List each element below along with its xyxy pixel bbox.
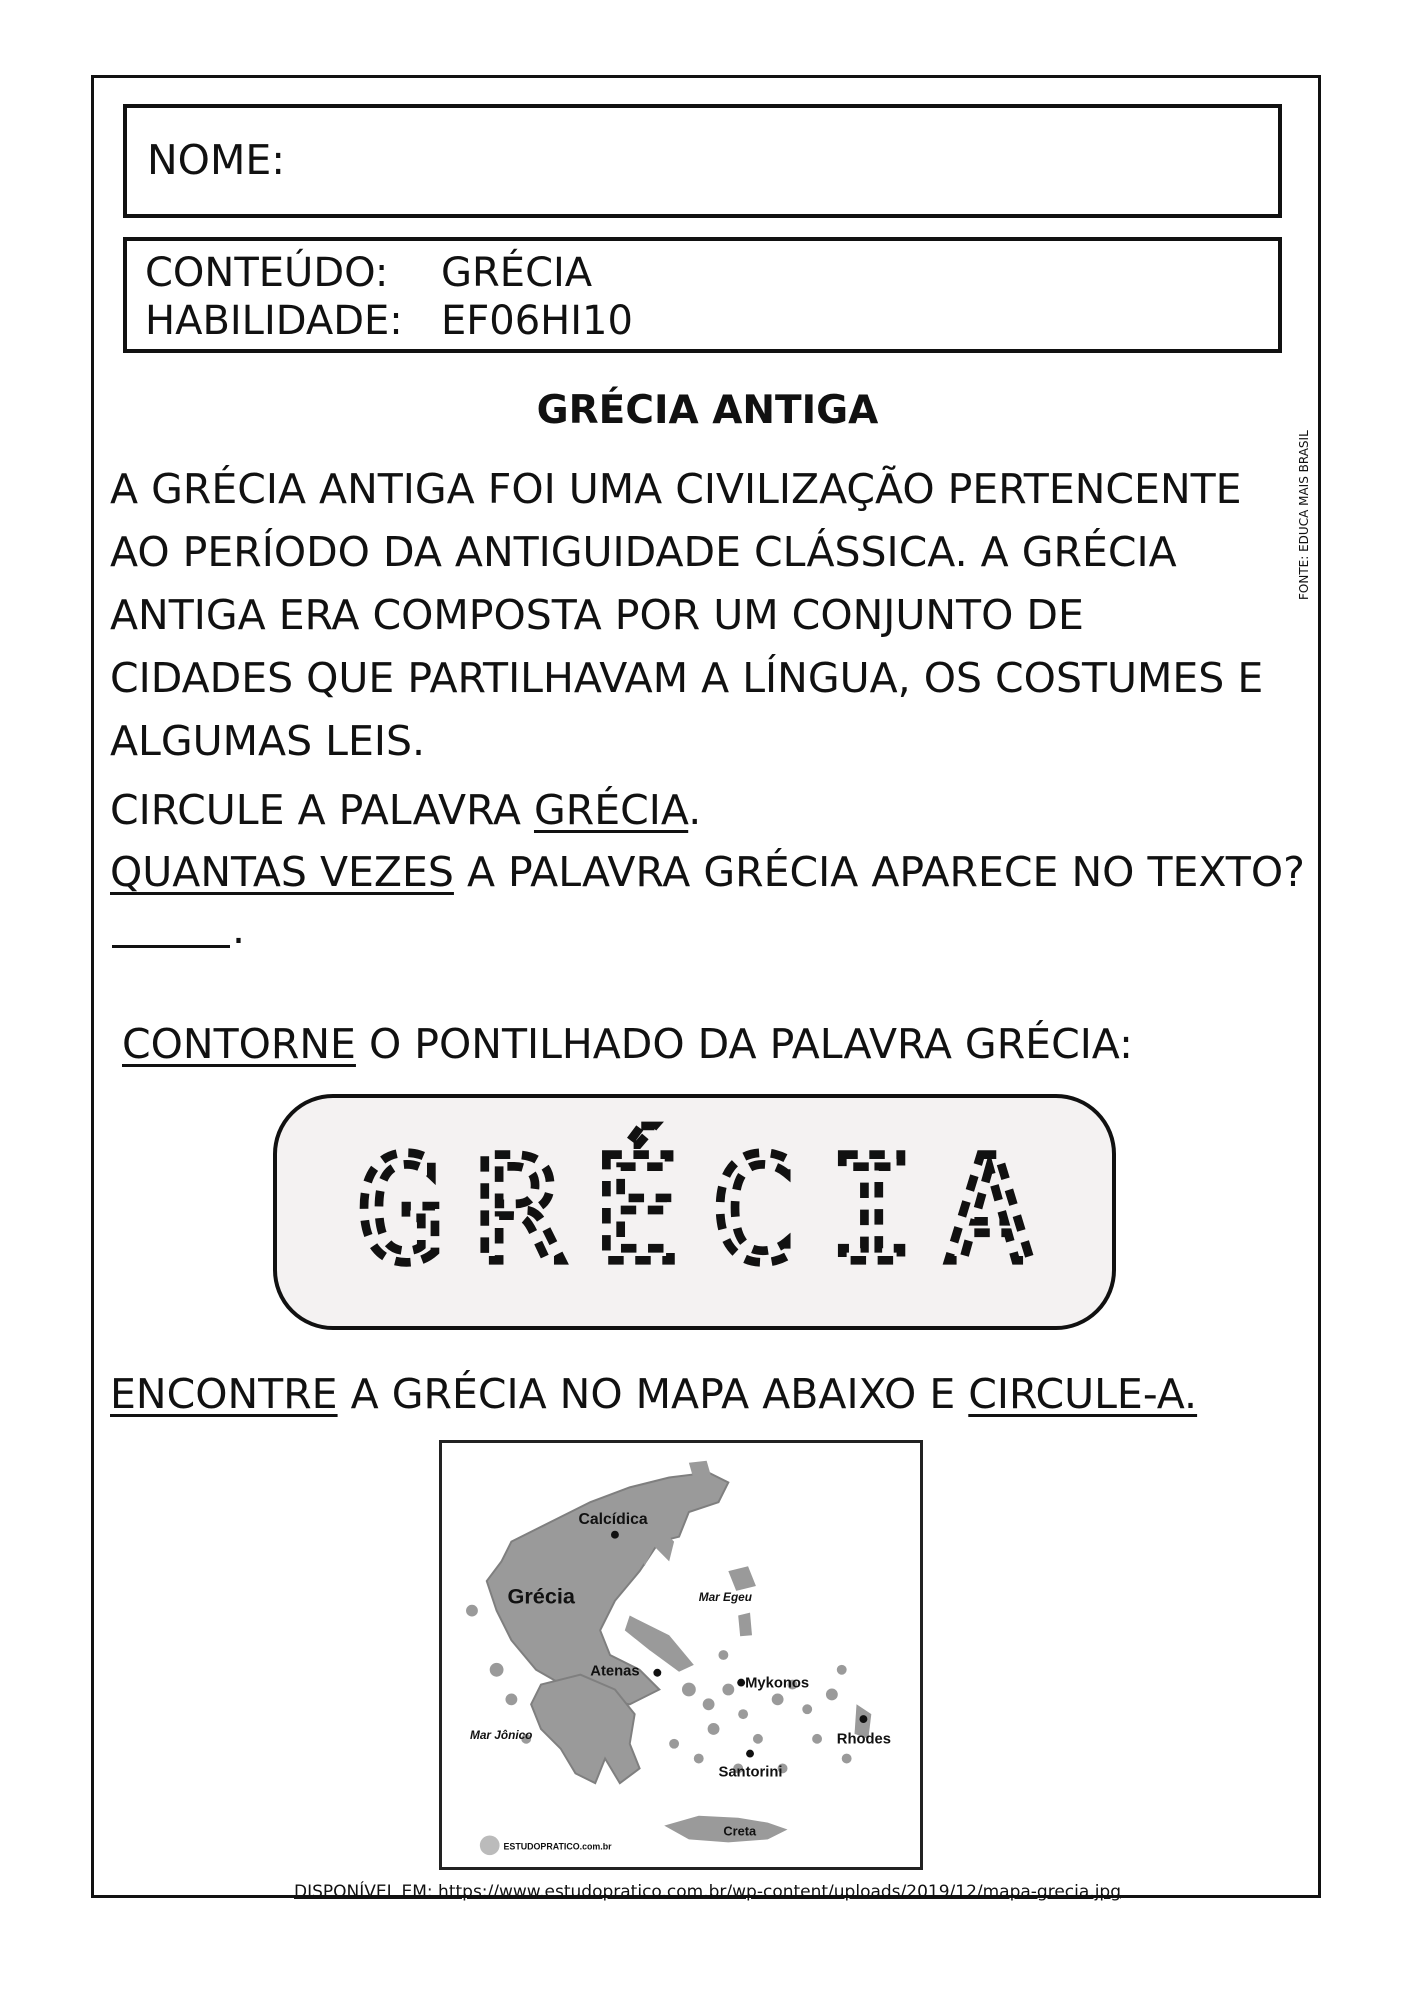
content-value: GRÉCIA [441, 250, 593, 296]
question-circle-word [110, 786, 701, 834]
q3-underlined: CONTORNE [122, 1020, 356, 1068]
city-dot-mykonos [737, 1679, 745, 1687]
q4-underlined-1: ENCONTRE [110, 1370, 338, 1418]
paragraph-line: AO PERÍODO DA ANTIGUIDADE CLÁSSICA. A GRÉCIA [110, 528, 1177, 576]
label-atenas: Atenas [590, 1663, 640, 1680]
sea-label-ionian: Mar Jônico [469, 1727, 533, 1742]
lesbos-shape [728, 1566, 756, 1591]
paragraph-line: A GRÉCIA ANTIGA FOI UMA CIVILIZAÇÃO PERTENCENTE [110, 465, 1242, 513]
page-title: GRÉCIA ANTIGA [536, 388, 879, 433]
city-dot-calcidica [611, 1531, 619, 1539]
name-label: NOME: [147, 136, 286, 184]
cyclades-islands [669, 1650, 851, 1773]
map-logo-text: ESTUDOPRATICO.com.br [503, 1841, 612, 1852]
city-dot-santorini [746, 1750, 754, 1758]
map-graphic [442, 1443, 920, 1867]
q2-rest: A PALAVRA GRÉCIA APARECE NO TEXTO? [453, 848, 1305, 896]
greece-map[interactable] [439, 1440, 923, 1870]
label-santorini: Santorini [718, 1764, 783, 1781]
dotted-word [277, 1098, 1112, 1326]
q4-underlined-2: CIRCULE-A. [968, 1370, 1198, 1418]
q2-underlined: QUANTAS VEZES [110, 848, 454, 896]
skill-label: HABILIDADE: [145, 298, 403, 344]
label-grecia: Grécia [507, 1583, 575, 1609]
answer-blank[interactable] [112, 945, 230, 948]
content-label: CONTEÚDO: [145, 250, 389, 296]
q1-prefix: CIRCULE A PALAVRA [110, 786, 534, 834]
tracing-word: G R É C I A [356, 1126, 1034, 1296]
label-mykonos: Mykonos [745, 1675, 810, 1692]
q1-suffix: . [688, 786, 702, 834]
question-trace [122, 1020, 1133, 1068]
paragraph-line: CIDADES QUE PARTILHAVAM A LÍNGUA, OS COSTUMES E [110, 654, 1264, 702]
skill-value: EF06HI10 [441, 298, 633, 344]
source-footer[interactable]: DISPONÍVEL EM: https://www.estudopratico.com.br/wp-content/uploads/2019/12/mapa-grecia.jpg [294, 1882, 1121, 1902]
q1-underlined: GRÉCIA [533, 786, 689, 834]
estudopratico-logo-icon [480, 1835, 500, 1855]
label-calcidica: Calcídica [578, 1510, 648, 1528]
sea-label-aegean: Mar Egeu [698, 1589, 752, 1604]
city-dot-rhodes [859, 1715, 867, 1723]
label-rhodes: Rhodes [836, 1731, 891, 1748]
tracing-box[interactable] [273, 1094, 1116, 1330]
question-count-word [110, 848, 1305, 896]
name-field[interactable] [123, 104, 1282, 218]
q3-rest: O PONTILHADO DA PALAVRA GRÉCIA: [355, 1020, 1133, 1068]
intro-paragraph [110, 458, 1320, 773]
skill-row [145, 297, 633, 345]
content-row [145, 249, 592, 297]
answer-period: . [232, 905, 246, 953]
question-find-map [110, 1370, 1197, 1418]
label-creta: Creta [723, 1823, 757, 1839]
paragraph-line: ANTIGA ERA COMPOSTA POR UM CONJUNTO DE [110, 591, 1084, 639]
chios-shape [738, 1613, 752, 1637]
city-dot-atenas [653, 1669, 661, 1677]
side-source-credit: FONTE: EDUCA MAIS BRASIL [1297, 430, 1311, 600]
paragraph-line: ALGUMAS LEIS. [110, 717, 426, 765]
info-box [123, 237, 1282, 353]
q4-middle: A GRÉCIA NO MAPA ABAIXO E [337, 1370, 969, 1418]
